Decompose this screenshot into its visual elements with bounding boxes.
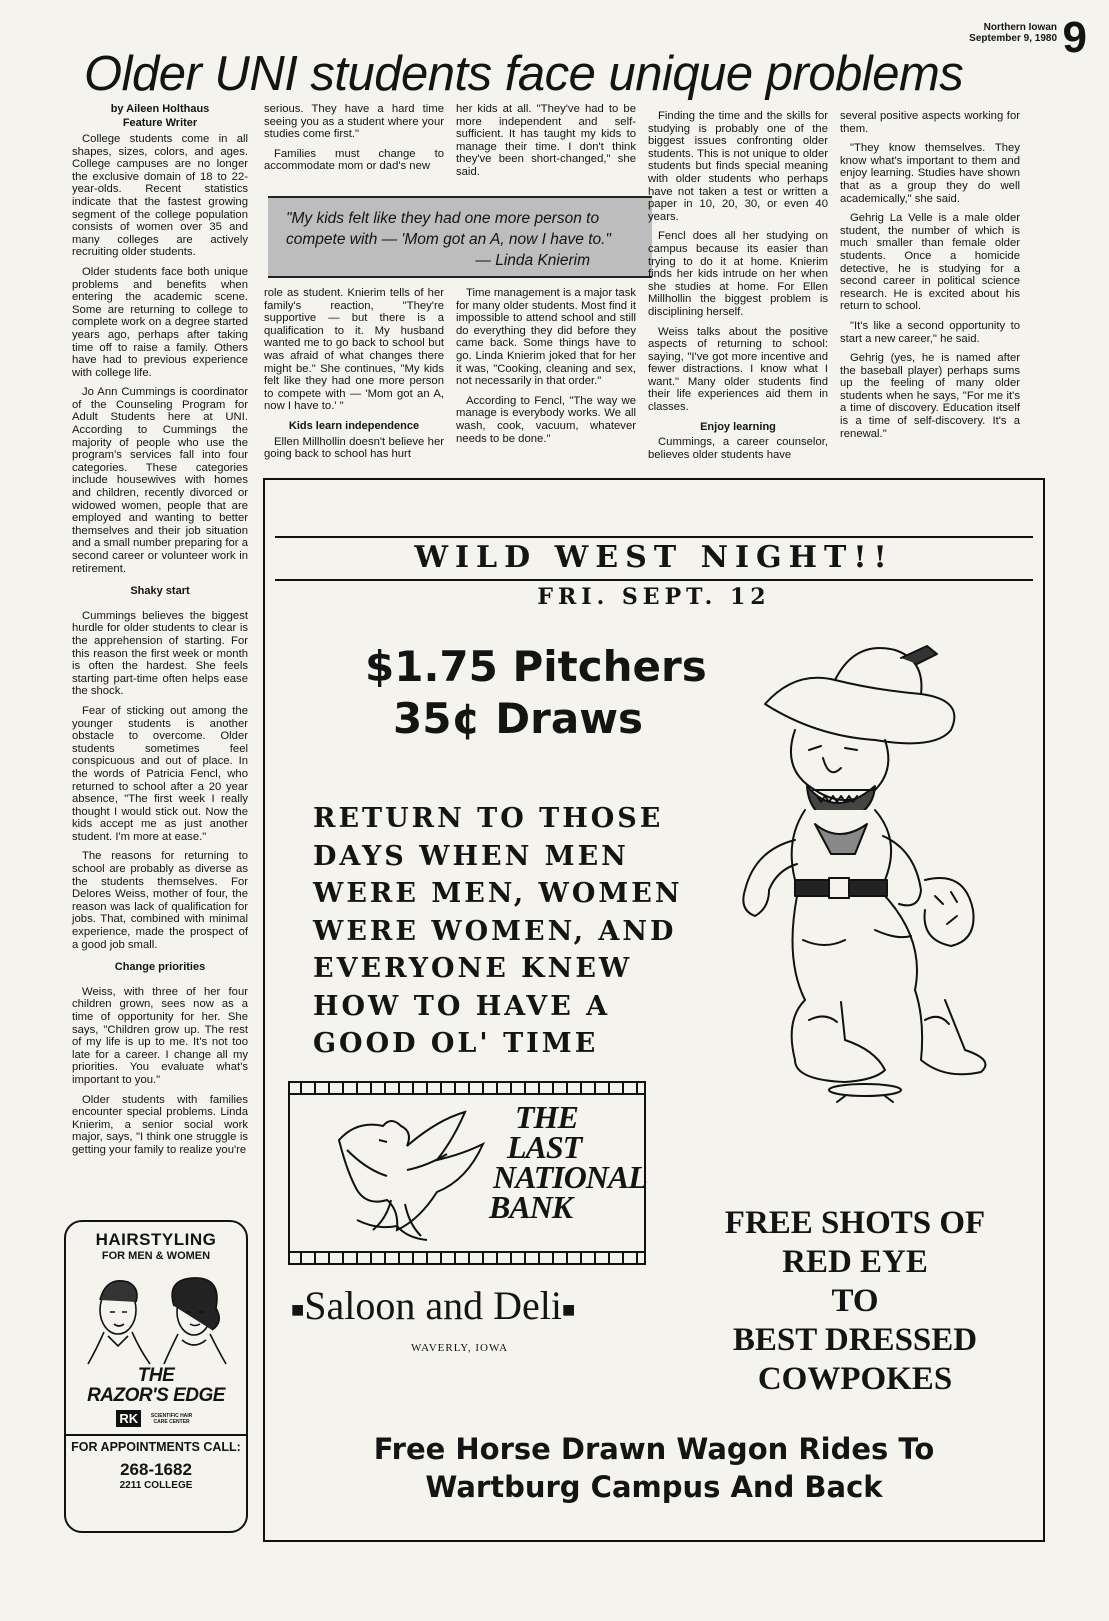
bank-logo: [287, 1080, 647, 1266]
paragraph: role as student. Knierim tells of her family's reaction, "They're supportive — but there is a qualification to it. My husband wanted me to go back to school but was afraid of what changes there might be." She continues, "My kids felt like they had one more person to compete with — 'Mom got an A, now I have to.' ": [264, 287, 444, 413]
address: 2211 COLLEGE: [119, 1480, 193, 1491]
bank-name-line: NATIONAL: [493, 1159, 647, 1195]
free-shots-line: RED EYE: [782, 1244, 928, 1280]
article-column-5: [840, 110, 1020, 447]
appointments-label: FOR APPOINTMENTS CALL:: [71, 1440, 241, 1454]
ad-headline: WILD WEST NIGHT!!: [414, 540, 894, 575]
slogan-line: WERE WOMEN, AND: [313, 915, 677, 947]
stylists-portrait-illustration: [66, 1266, 246, 1366]
paragraph: College students come in all shapes, sizes, colors, and ages. College campuses are no longer the exclusive domain of 18 to 22-year-olds. Recent statistics indicate that the fastest growing segment of the college population consists of women over 35 and many colleges are actively recruiting older students.: [72, 133, 248, 259]
publication-name: Northern Iowan: [983, 22, 1057, 33]
slogan-line: DAYS WHEN MEN: [313, 840, 629, 872]
business-name-the: THE: [137, 1365, 175, 1386]
article-column-3-top: [456, 103, 636, 186]
saloon-name: Saloon and Deli: [304, 1283, 563, 1328]
location: WAVERLY, IOWA: [411, 1342, 509, 1354]
bank-name-line: LAST: [507, 1129, 582, 1165]
saloon-and-deli: [291, 1282, 575, 1329]
paragraph: Families must change to accommodate mom or dad's new: [264, 147, 444, 173]
paragraph: Fencl does all her studying on campus because its easier than trying to do it at home. Knierim finds her kids intrude on her when she studies at home. For Ellen Millhollin the biggest problem is disciplining herself.: [648, 230, 828, 318]
wagon-rides: [265, 1430, 1043, 1506]
rk-logo: [66, 1410, 246, 1428]
slogan-line: EVERYONE KNEW: [313, 953, 633, 984]
paragraph: several positive aspects working for them.: [840, 110, 1020, 135]
paragraph: Gehrig La Velle is a male older student, the number of which is much smaller than female older students. Once a homicide detective, he is studying for a second career in political science research. He is excited about his return to school.: [840, 212, 1020, 313]
wild-west-night-ad: [263, 478, 1045, 1542]
draws-price: 35¢ Draws: [393, 694, 644, 743]
event-date: FRI. SEPT. 12: [537, 584, 771, 610]
issue-date: September 9, 1980: [969, 33, 1057, 44]
paragraph: Cummings believes the biggest hurdle for older students to clear is the apprehension of starting. For this reason the first week or month is often the hardest. She feels starting part-time often helps ease the shock.: [72, 609, 248, 698]
paragraph: Older students face both unique problems and benefits when entering the academic scene. Some are returning to college to complete work on a degree started years ago, perhaps after taking time off to raise a family. Others have had to previous experience with college life.: [72, 265, 248, 379]
pull-quote-text: "My kids felt like they had one more person to compete with — 'Mom got an A, now I have to.": [286, 210, 611, 248]
cowboy-illustration: [725, 640, 1025, 1110]
free-shots-line: COWPOKES: [757, 1361, 953, 1397]
slogan-line: WERE MEN, WOMEN: [313, 878, 683, 909]
bullet-icon: ■: [562, 1296, 576, 1322]
subhead-kids-learn-independence: Kids learn independence: [288, 419, 420, 432]
masthead: [969, 13, 1087, 62]
paragraph: Gehrig (yes, he is named after the baseball player) perhaps sums up the feeling of many older students when he says, "For me it's a time of discovery. Education itself is a time of self-discovery. It's a renewal.": [840, 352, 1020, 440]
headline-rule: [275, 579, 1033, 581]
subhead-change-priorities: Change priorities: [114, 961, 206, 974]
paragraph: Finding the time and the skills for studying is probably one of the biggest issues confronting older students. This is not unique to older students but finds special meaning with older students who perhaps have not taken a test or written a paper in 10, 20, 30, or even 40 years.: [648, 110, 828, 223]
hair-ad-contact: [66, 1434, 246, 1491]
paragraph: According to Fencl, "The way we manage is everybody works. We all wash, cook, vacuum, whatever needs to be done.": [456, 394, 636, 445]
paragraph: Cummings, a career counselor, believes older students have: [648, 436, 828, 461]
hair-ad-title: HAIRSTYLING: [95, 1230, 217, 1249]
slogan-line: GOOD OL' TIME: [313, 1028, 599, 1059]
paragraph: "It's like a second opportunity to start a new career," he said.: [840, 319, 1020, 345]
pitchers-price: $1.75 Pitchers: [365, 642, 707, 691]
article-column-2-bottom: [264, 287, 444, 468]
byline-title: Feature Writer: [122, 117, 198, 129]
paragraph: Weiss talks about the positive aspects of returning to school: saying, "I've got more incentive and fewer distractions. I know what I want." Many older students find their life experiences aid them in classes.: [648, 325, 828, 414]
article-column-4: [648, 110, 828, 468]
article-column-3-bottom: [456, 287, 636, 452]
rk-logo-text: SCIENTIFIC HAIR CARE CENTER: [150, 1412, 193, 1425]
paragraph: Older students with families encounter special problems. Linda Knierim, a senior social work major, says, "I think one struggle is getting your family to realize you're: [72, 1093, 248, 1156]
paragraph: Weiss, with three of her four children grown, sees now as a time of opportunity for her. She says, "Children grow up. The rest of my life is up to me. It's not too late for a career. I change all my priorities. You evaluate what's important to you.": [72, 985, 248, 1086]
business-name: RAZOR'S EDGE: [87, 1385, 225, 1406]
top-rule: [275, 536, 1033, 538]
bank-name: [489, 1099, 647, 1225]
paragraph: Ellen Millhollin doesn't believe her going back to school has hurt: [264, 435, 444, 461]
slogan-line: HOW TO HAVE A: [313, 990, 611, 1022]
hair-ad-subtitle: FOR MEN & WOMEN: [101, 1250, 211, 1262]
byline-author: by Aileen Holthaus: [110, 103, 210, 115]
article-column-1: [72, 103, 248, 1164]
paragraph: serious. They have a hard time seeing you as a student where your studies come first.": [264, 103, 444, 141]
bullet-icon: ■: [291, 1296, 305, 1322]
subhead-shaky-start: Shaky start: [130, 585, 190, 598]
article-column-2-top: [264, 103, 444, 180]
paragraph: Fear of sticking out among the younger students is another obstacle to overcome. Older students sometimes feel conspicuous and out of place. In the words of Patricia Fencl, who returned to school after a 20 year absence, "The first week I really thought I would stick out. Now the kids accept me as just another student. I'm more at ease.": [72, 704, 248, 843]
paragraph: Time management is a major task for many older students. Most find it impossible to attend school and still do everything they did before they came back. Some things have to go. Linda Knierim joked that for her it was, "Cooking, cleaning and sex, not necessarily in that order.": [456, 287, 636, 388]
paragraph: "They know themselves. They know what's important to them and enjoy learning. Studies have shown that as a group they do well academically," she said.: [840, 142, 1020, 205]
free-shots-line: BEST DRESSED: [732, 1322, 978, 1358]
paragraph: The reasons for returning to school are probably as diverse as the students themselves. For Delores Weiss, mother of four, the reason was lack of qualification for jobs. That, combined with minimal experience, made the prospect of a good job small.: [72, 850, 248, 951]
pull-quote-attribution: — Linda Knierim: [475, 252, 590, 269]
phone-number: 268-1682: [120, 1460, 192, 1479]
bank-name-line: THE: [515, 1099, 578, 1135]
wagon-line: Wartburg Campus And Back: [425, 1470, 883, 1504]
free-shots-line: FREE SHOTS OF: [724, 1205, 986, 1241]
paragraph: her kids at all. "They've had to be more independent and self-sufficient. It has taught my kids to manage their time. I don't think they've been short-changed," she said.: [456, 103, 636, 178]
pull-quote: [268, 196, 652, 278]
slogan-block: [313, 800, 683, 1063]
paragraph: Jo Ann Cummings is coordinator of the Counseling Program for Adult Students here at UNI. According to Cummings the majority of people who use the program's services fall into four categories. These categories include housewives with homes and children, recently divorced or widowed women, people that are employed and wanting to better themselves and their job situation and a small number preparing for a second career or volunteer work in retirement.: [72, 386, 248, 575]
free-shots-block: [675, 1204, 1035, 1399]
free-shots-line: TO: [831, 1283, 879, 1319]
page-number: 9: [1062, 13, 1087, 62]
wagon-line: Free Horse Drawn Wagon Rides To: [373, 1432, 935, 1466]
bank-name-line: BANK: [489, 1189, 573, 1225]
hairstyling-ad: [64, 1220, 248, 1533]
subhead-enjoy-learning: Enjoy learning: [700, 420, 776, 433]
headline: Older UNI students face unique problems: [84, 47, 964, 101]
slogan-line: RETURN TO THOSE: [313, 803, 664, 834]
rk-logo-mark: RK: [116, 1410, 141, 1427]
